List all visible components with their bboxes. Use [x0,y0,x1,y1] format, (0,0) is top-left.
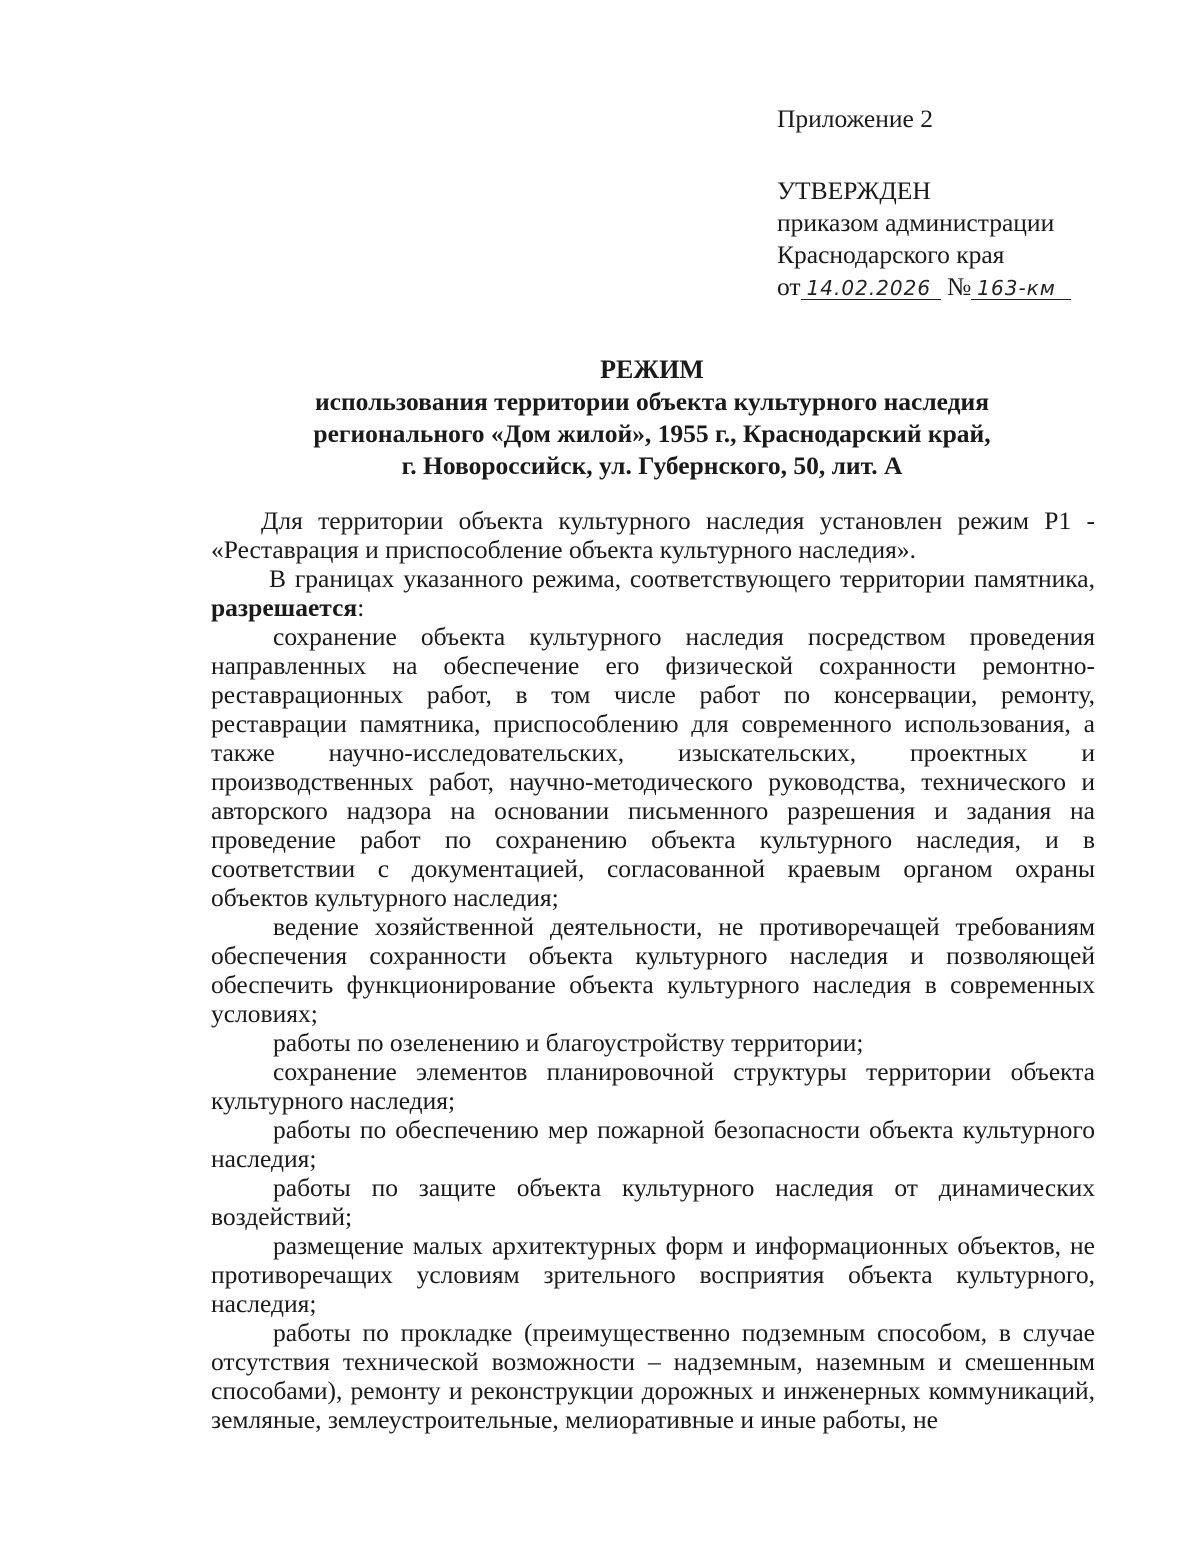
permitted-suffix: : [357,593,365,622]
list-item: сохранение объекта культурного наследия посредством проведения направленных на обеспечение его физической сохранности ремонтно-реставрационных работ, в том числе работ по консервации, ремонту, реставрации памятника, приспособлению для современного использования, а также научно-исследовательских, изыскательских, проектных и производственных работ, научно-методического руководства, технического и авторского надзора на основании письменного разрешения и задания на проведение работ по сохранению объекта культурного наследия, и в соответствии с документацией, согласованной краевым органом охраны объектов культурного наследия; [211,622,1095,912]
handwritten-date: 14.02.2026 [801,277,941,300]
permitted-paragraph [211,564,1095,622]
from-prefix: от [777,272,801,301]
order-date-number-line [777,271,1137,303]
list-item: сохранение элементов планировочной структуры территории объекта культурного наследия; [211,1057,1095,1115]
list-item: размещение малых архитектурных форм и информационных объектов, не противоречащих условиям зрительного восприятия объекта культурного, наследия; [211,1231,1095,1318]
document-body [211,506,1095,1434]
list-item: работы по озеленению и благоустройству территории; [273,1028,864,1057]
document-title [160,354,1144,482]
permitted-prefix: В границах указанного режима, соответствующего территории памятника, [269,564,1095,593]
permitted-bold: разрешается [211,593,358,622]
order-label: приказом администрации [777,208,1055,237]
list-item: ведение хозяйственной деятельности, не противоречащей требованиям обеспечения сохранности объекта культурного наследия и позволяющей обеспечить функционирование объекта культурного наследия в современных условиях; [211,912,1095,1028]
number-sign: № [946,272,972,301]
title-line-1: использования территории объекта культурного наследия [314,387,990,416]
handwritten-number: 163-км [971,277,1071,300]
list-item: работы по прокладке (преимущественно подземным способом, в случае отсутствия технической возможности – надземным, наземным и смешенным способами), ремонту и реконструкции дорожных и инженерных коммуникаций, земляные, землеустроительные, мелиоративные и иные работы, не [211,1318,1095,1434]
title-line-2: регионального «Дом жилой», 1955 г., Краснодарский край, [313,419,991,448]
list-item: работы по защите объекта культурного наследия от динамических воздействий; [211,1173,1095,1231]
title-line-3: г. Новороссийск, ул. Губернского, 50, лит. А [401,451,903,480]
annex-label: Приложение 2 [777,104,933,133]
approved-label: УТВЕРЖДЕН [777,176,931,205]
list-item: работы по обеспечению мер пожарной безопасности объекта культурного наследия; [211,1115,1095,1173]
approval-block [777,103,1137,303]
intro-paragraph: Для территории объекта культурного наследия установлен режим Р1 - «Реставрация и приспособление объекта культурного наследия». [211,506,1095,564]
region-label: Краснодарского края [777,240,1005,269]
title-main: РЕЖИМ [600,355,704,384]
